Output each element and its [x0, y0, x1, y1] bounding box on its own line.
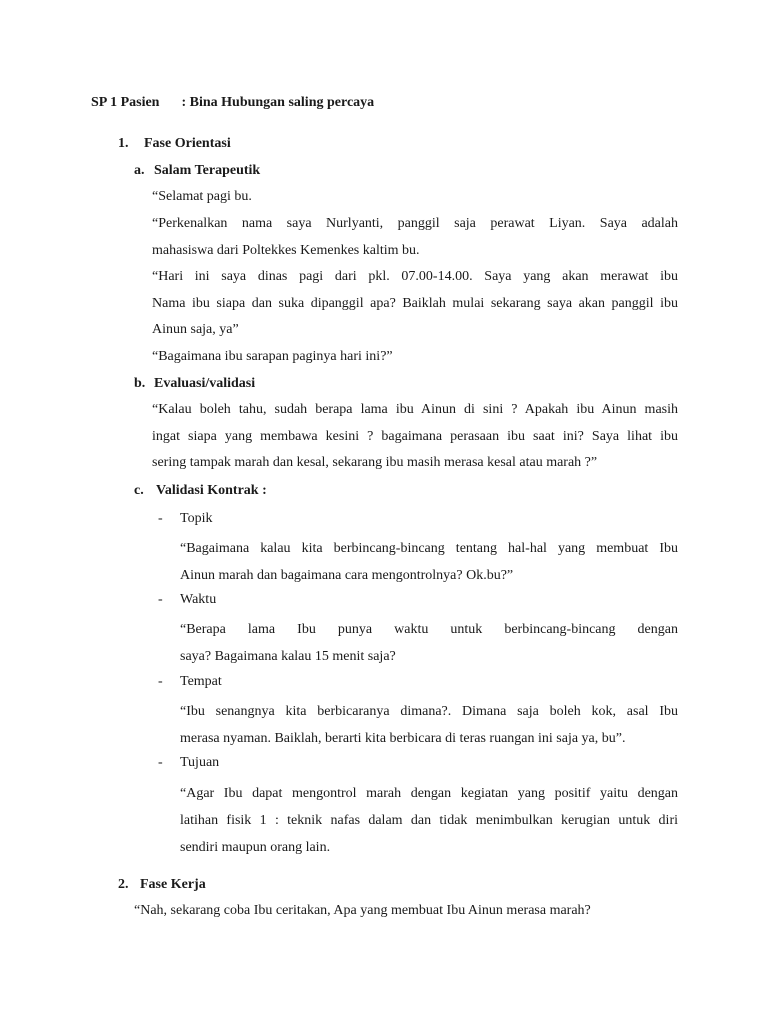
waktu-label: Waktu — [180, 592, 217, 607]
topik-label: Topik — [180, 511, 213, 526]
section-2-heading: 2. Fase Kerja — [118, 877, 206, 892]
title-left: SP 1 Pasien — [91, 95, 160, 110]
topik-paragraph: “Bagaimana kalau kita berbincang-bincang tentang hal-hal yang membuat Ibu Ainun marah dan bagaimana cara mengontrolnya? Ok.bu?” — [180, 541, 678, 583]
title-right: : Bina Hubungan saling percaya — [181, 95, 375, 110]
list-item-waktu — [158, 592, 216, 608]
section-1-heading: 1. Fase Orientasi — [118, 136, 231, 151]
list-item-topik — [158, 511, 212, 527]
tujuan-paragraph: “Agar Ibu dapat mengontrol marah dengan kegiatan yang positif yaitu dengan latihan fisik 1 : teknik nafas dalam dan tidak menimbulkan kerugian untuk diri sendiri maupun orang lain. — [180, 786, 678, 855]
waktu-paragraph: “Berapa lama Ibu punya waktu untuk berbincang-bincang dengan saya? Bagaimana kalau 15 menit saja? — [180, 622, 678, 664]
evaluasi-paragraph: “Kalau boleh tahu, sudah berapa lama ibu Ainun di sini ? Apakah ibu Ainun masih ingat siapa yang membawa kesini ? bagaimana perasaan ibu saat ini? Saya lihat ibu sering tampak marah dan kesal, sekarang ibu masih merasa kesal atau marah ?” — [152, 402, 678, 470]
tempat-label: Tempat — [180, 674, 222, 689]
subsection-c-heading: c. Validasi Kontrak : — [134, 483, 267, 498]
fase-kerja-paragraph: “Nah, sekarang coba Ibu ceritakan, Apa yang membuat Ibu Ainun merasa marah? — [134, 903, 591, 918]
document-title — [91, 95, 374, 111]
salam-paragraph-3: “Hari ini saya dinas pagi dari pkl. 07.00-14.00. Saya yang akan merawat ibu Nama ibu siapa dan suka dipanggil apa? Baiklah mulai sekarang saya akan panggil ibu Ainun saja, ya” — [152, 269, 678, 337]
dash-marker: - — [158, 511, 163, 526]
salam-paragraph-4: “Bagaimana ibu sarapan paginya hari ini?” — [152, 349, 393, 364]
tempat-paragraph: “Ibu senangnya kita berbicaranya dimana?. Dimana saja boleh kok, asal Ibu merasa nyaman. Baiklah, berarti kita berbicara di teras ruangan ini saja ya, bu”. — [180, 704, 678, 746]
salam-paragraph-2: “Perkenalkan nama saya Nurlyanti, panggil saja perawat Liyan. Saya adalah mahasiswa dari Poltekkes Kemenkes kaltim bu. — [152, 216, 678, 258]
dash-marker: - — [158, 592, 163, 607]
salam-paragraph-1: “Selamat pagi bu. — [152, 189, 252, 204]
subsection-a-heading: a. Salam Terapeutik — [134, 163, 261, 178]
dash-marker: - — [158, 674, 163, 689]
dash-marker: - — [158, 755, 163, 770]
subsection-b-heading: b. Evaluasi/validasi — [134, 376, 256, 391]
list-item-tujuan — [158, 755, 219, 771]
list-item-tempat — [158, 674, 222, 690]
tujuan-label: Tujuan — [180, 755, 220, 770]
